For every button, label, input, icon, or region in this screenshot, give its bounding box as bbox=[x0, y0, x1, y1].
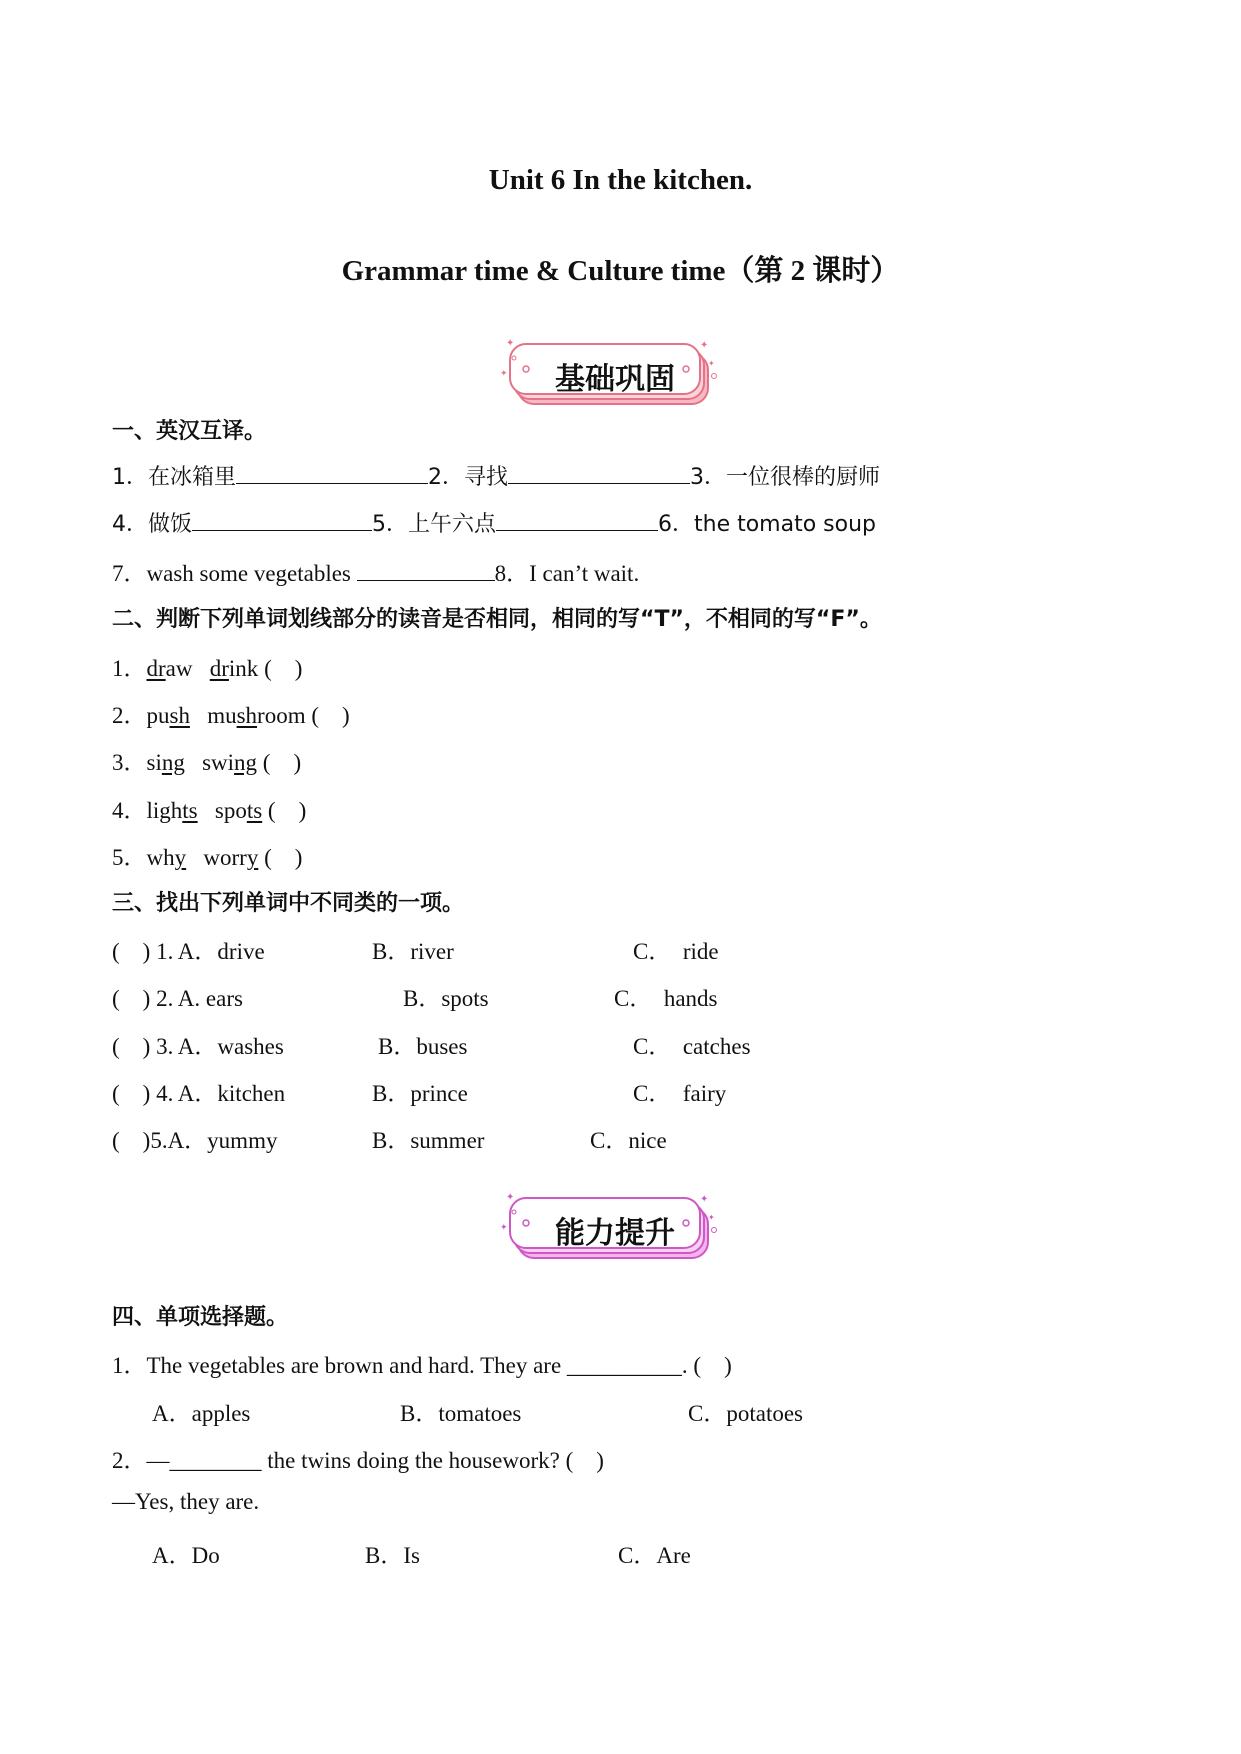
s2-item bbox=[112, 650, 302, 683]
s2-word1-pre: pu bbox=[146, 703, 170, 728]
s3-row2-b: B．spots bbox=[403, 986, 489, 1011]
s2-word2-pre: spo bbox=[214, 798, 247, 823]
s2-word1-pre: ligh bbox=[146, 798, 183, 823]
s2-item-num: 3． bbox=[112, 750, 147, 775]
badge-advanced bbox=[0, 1190, 1241, 1270]
svg-text:✦: ✦ bbox=[700, 340, 709, 351]
s4-q2-option-c[interactable]: C．Are bbox=[618, 1543, 691, 1568]
s2-word2-pre: worr bbox=[203, 845, 247, 870]
s4-q1-stem: 1．The vegetables are brown and hard. They are __________. ( ) bbox=[112, 1353, 732, 1378]
s3-row3-a: ( ) 3. A．washes bbox=[112, 1034, 284, 1059]
s1-q3: 3．一位很棒的厨师 bbox=[690, 465, 880, 490]
s3-row1-b: B．river bbox=[372, 939, 454, 964]
s3-row5-c: C．nice bbox=[590, 1128, 667, 1153]
s4-q2-answer: —Yes, they are. bbox=[112, 1489, 260, 1514]
svg-text:✦: ✦ bbox=[506, 1192, 515, 1203]
s1-q7-blank[interactable] bbox=[357, 558, 495, 581]
s2-word2-underlined: y bbox=[246, 845, 259, 870]
s2-word1-post: aw bbox=[165, 656, 193, 681]
s2-item bbox=[112, 792, 306, 825]
s1-q4-blank[interactable] bbox=[192, 508, 372, 531]
s1-q5-blank[interactable] bbox=[496, 508, 658, 531]
section2-heading: 二、判断下列单词划线部分的读音是否相同，相同的写“T”，不相同的写“F”。 bbox=[112, 607, 882, 632]
page-title: Unit 6 In the kitchen. bbox=[488, 164, 753, 196]
s4-q2-option-a[interactable]: A．Do bbox=[152, 1543, 220, 1568]
s2-answer-paren[interactable]: ( ) bbox=[262, 798, 307, 823]
section1-heading: 一、英汉互译。 bbox=[112, 419, 267, 444]
s2-word1-underlined: ts bbox=[182, 798, 198, 823]
badge-basic bbox=[0, 336, 1241, 416]
section3-heading: 三、找出下列单词中不同类的一项。 bbox=[112, 891, 465, 916]
s1-q7: 7．wash some vegetables bbox=[112, 561, 357, 586]
s2-word2-post: room bbox=[257, 703, 306, 728]
s2-item bbox=[112, 744, 301, 777]
s1-q5: 5．上午六点 bbox=[372, 512, 496, 537]
s1-q1-blank[interactable] bbox=[236, 461, 428, 484]
s3-row4-b: B．prince bbox=[372, 1081, 468, 1106]
s2-answer-paren[interactable]: ( ) bbox=[257, 750, 302, 775]
s2-item-num: 4． bbox=[112, 798, 147, 823]
s2-item-num: 2． bbox=[112, 703, 147, 728]
s3-row3-b: B．buses bbox=[378, 1034, 468, 1059]
s1-q1: 1．在冰箱里 bbox=[112, 465, 236, 490]
svg-text:✦: ✦ bbox=[708, 359, 715, 368]
s4-q1-option-c[interactable]: C．potatoes bbox=[688, 1401, 803, 1426]
s2-word2-pre: swi bbox=[202, 750, 235, 775]
s2-word2-underlined: sh bbox=[236, 703, 258, 728]
s3-row5-a: ( )5.A．yummy bbox=[112, 1128, 278, 1153]
s2-answer-paren[interactable]: ( ) bbox=[258, 845, 303, 870]
s2-word2-post: ink bbox=[228, 656, 259, 681]
s2-word2-pre: mu bbox=[207, 703, 237, 728]
s2-word1-underlined: dr bbox=[146, 656, 166, 681]
svg-text:✦: ✦ bbox=[500, 368, 508, 378]
svg-text:✦: ✦ bbox=[700, 1194, 709, 1205]
s1-row2 bbox=[112, 507, 876, 538]
s2-word2-underlined: ts bbox=[246, 798, 263, 823]
page-subtitle: Grammar time & Culture time（第 2 课时） bbox=[341, 255, 900, 287]
s2-word1-underlined: y bbox=[174, 845, 187, 870]
s4-q1-option-a[interactable]: A．apples bbox=[152, 1401, 251, 1426]
s4-q1-option-b[interactable]: B．tomatoes bbox=[400, 1401, 522, 1426]
svg-text:✦: ✦ bbox=[500, 1222, 508, 1232]
s1-q8: 8．I can’t wait. bbox=[494, 561, 640, 586]
s3-row2-a: ( ) 2. A. ears bbox=[112, 986, 243, 1011]
s1-row1 bbox=[112, 460, 880, 491]
s2-word1-underlined: ng bbox=[161, 750, 185, 775]
s4-q2-option-b[interactable]: B．Is bbox=[365, 1543, 420, 1568]
s2-item-num: 5． bbox=[112, 845, 147, 870]
s1-q6: 6．the tomato soup bbox=[658, 512, 877, 537]
s3-row1-c: C． ride bbox=[633, 939, 719, 964]
s2-word1-pre: si bbox=[146, 750, 162, 775]
svg-text:✦: ✦ bbox=[506, 338, 515, 349]
s2-word2-underlined: ng bbox=[234, 750, 258, 775]
s1-q4: 4．做饭 bbox=[112, 512, 192, 537]
s3-row3-c: C． catches bbox=[633, 1034, 751, 1059]
s2-word2-underlined: dr bbox=[209, 656, 229, 681]
section4-heading: 四、单项选择题。 bbox=[112, 1305, 289, 1330]
s2-item bbox=[112, 697, 350, 730]
s3-row4-c: C． fairy bbox=[633, 1081, 727, 1106]
s3-row5-b: B．summer bbox=[372, 1128, 485, 1153]
s3-row4-a: ( ) 4. A．kitchen bbox=[112, 1081, 286, 1106]
s2-word1-pre: wh bbox=[146, 845, 175, 870]
s3-row1-a: ( ) 1. A．drive bbox=[112, 939, 265, 964]
svg-text:✦: ✦ bbox=[708, 1213, 715, 1222]
s2-item-num: 1． bbox=[112, 656, 147, 681]
s1-q2-blank[interactable] bbox=[508, 461, 690, 484]
s2-answer-paren[interactable]: ( ) bbox=[258, 656, 303, 681]
s4-q2-stem: 2．—________ the twins doing the housework? ( ) bbox=[112, 1448, 604, 1473]
s3-row2-c: C． hands bbox=[614, 986, 718, 1011]
s2-word1-underlined: sh bbox=[169, 703, 190, 728]
s2-item bbox=[112, 839, 302, 872]
badge-basic-label: 基础巩固 bbox=[555, 362, 675, 397]
s1-row3 bbox=[112, 555, 639, 588]
badge-advanced-label: 能力提升 bbox=[555, 1216, 675, 1251]
s1-q2: 2．寻找 bbox=[428, 465, 508, 490]
s2-answer-paren[interactable]: ( ) bbox=[305, 703, 350, 728]
